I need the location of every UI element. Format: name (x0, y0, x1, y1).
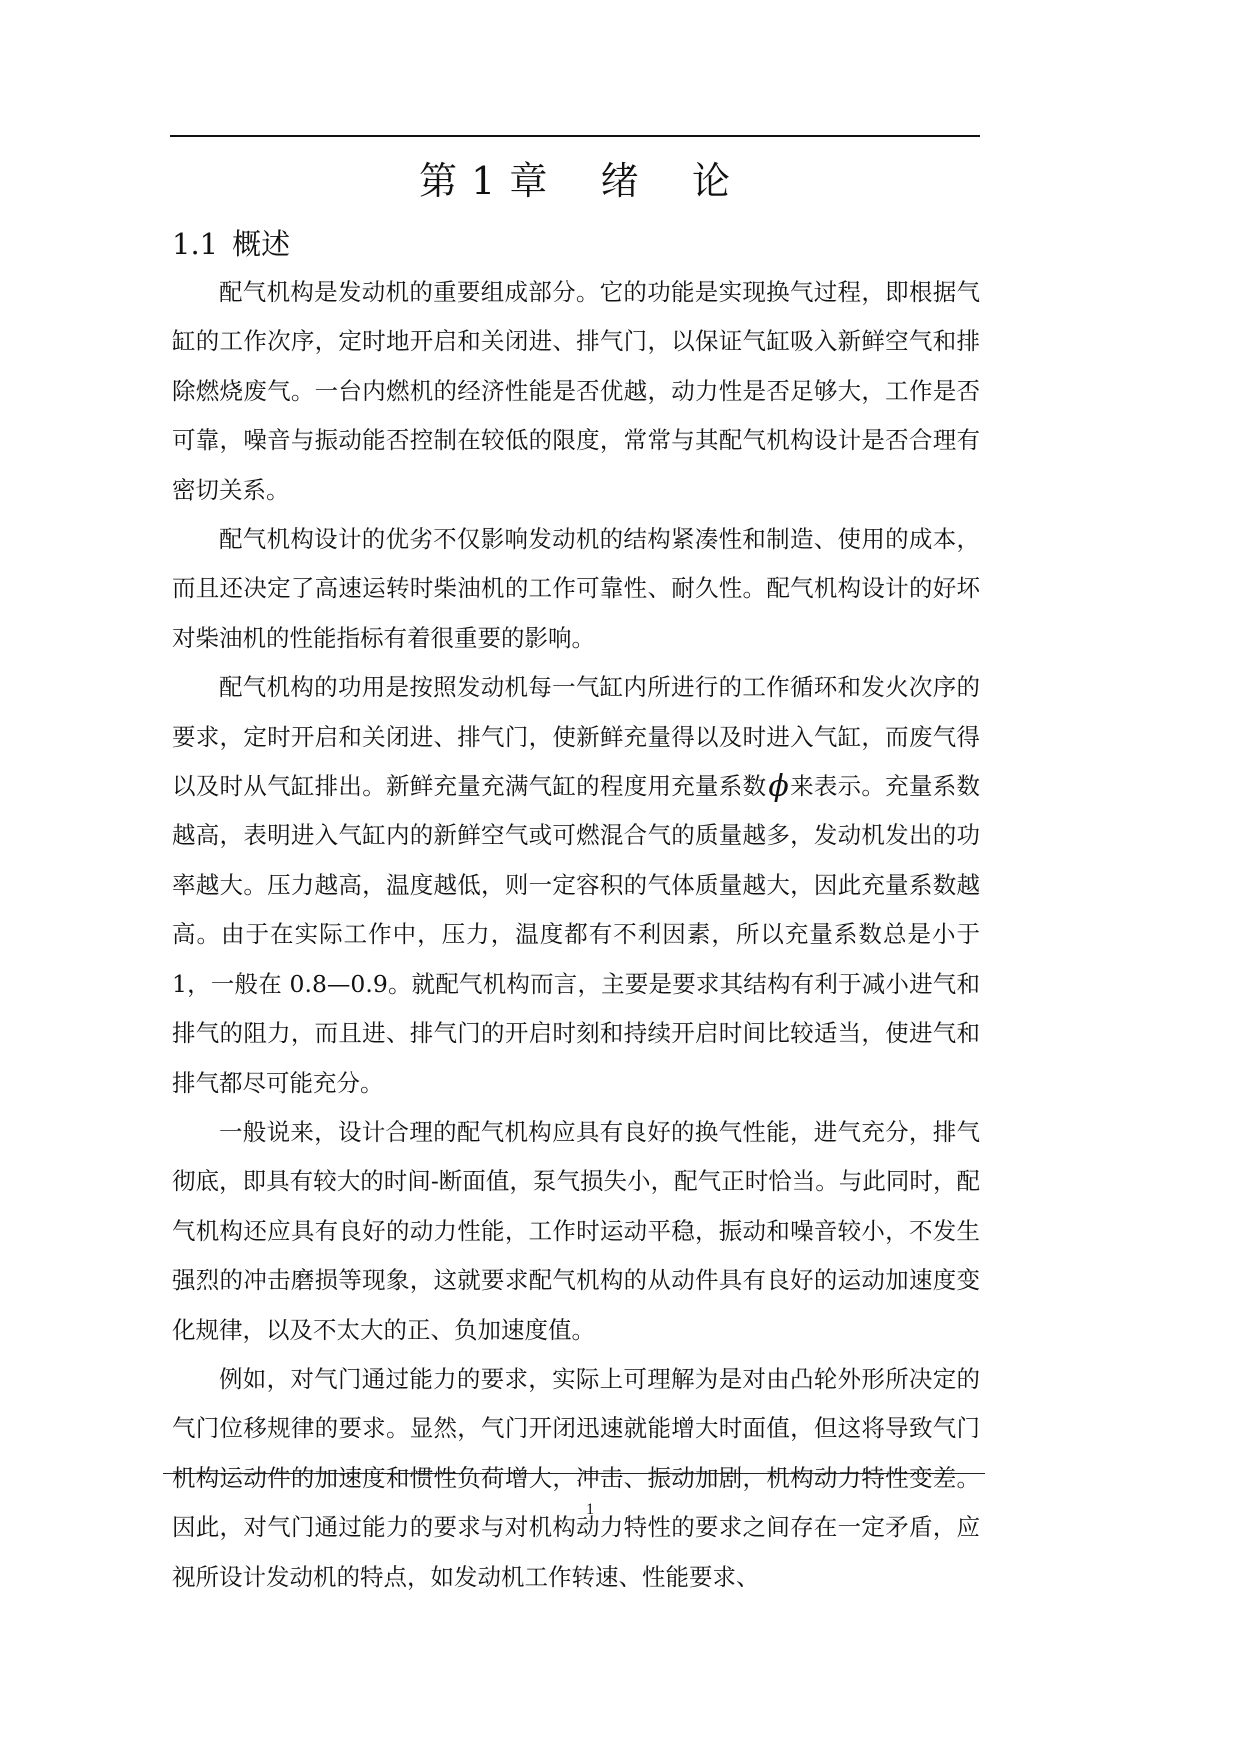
paragraph-2: 配气机构设计的优劣不仅影响发动机的结构紧凑性和制造、使用的成本，而且还决定了高速运转时柴油机的工作可靠性、耐久性。配气机构设计的好坏对柴油机的性能指标有着很重要的影响。 (172, 525, 980, 652)
page-number: 1 (586, 1501, 594, 1518)
paragraph-1: 配气机构是发动机的重要组成部分。它的功能是实现换气过程，即根据气缸的工作次序，定时地开启和关闭进、排气门，以保证气缸吸入新鲜空气和排除燃烧废气。一台内燃机的经济性能是否优越，动力性是否足够大，工作是否可靠，噪音与振动能否控制在较低的限度，常常与其配气机构设计是否合理有密切关系。 (172, 278, 980, 504)
charge-coefficient-symbol: ϕ (768, 769, 789, 805)
footer-rule (163, 1473, 985, 1474)
body-text (172, 268, 980, 1602)
paragraph-3-text-before: 配气机构的功用是按照发动机每一气缸内所进行的工作循环和发火次序的要求，定时开启和关闭进、排气门，使新鲜充量得以及时进入气缸，而废气得以及时从气缸排出。新鲜充量充满气缸的程度用充量系数 (172, 673, 980, 801)
chapter-title: 第 1 章 绪 论 (419, 159, 731, 203)
paragraph-3 (172, 663, 980, 1108)
paragraph-3-text-after: 来表示。充量系数越高，表明进入气缸内的新鲜空气或可燃混合气的质量越多，发动机发出的功率越大。压力越高，温度越低，则一定容积的气体质量越大，因此充量系数越高。由于在实际工作中，压力，温度都有不利因素，所以充量系数总是小于 1，一般在 0.8—0.9。就配气机构而言，主要是要求其结构有利于减小进气和排气的阻力，而且进、排气门的开启时刻和持续开启时间比较适当，使进气和排气都尽可能充分。 (172, 772, 981, 1097)
paragraph-4: 一般说来，设计合理的配气机构应具有良好的换气性能，进气充分，排气彻底，即具有较大的时间-断面值，泵气损失小，配气正时恰当。与此同时，配气机构还应具有良好的动力性能，工作时运动平稳，振动和噪音较小，不发生强烈的冲击磨损等现象，这就要求配气机构的从动件具有良好的运动加速度变化规律，以及不太大的正、负加速度值。 (172, 1117, 980, 1344)
section-number: 1.1 (172, 227, 219, 261)
section-heading (172, 224, 290, 264)
section-title: 概述 (232, 227, 291, 261)
paragraph-5: 例如，对气门通过能力的要求，实际上可理解为是对由凸轮外形所决定的气门位移规律的要求。显然，气门开闭迅速就能增大时面值，但这将导致气门机构运动件的加速度和惯性负荷增大，冲击、振动加剧，机构动力特性变差。因此，对气门通过能力的要求与对机构动力特性的要求之间存在一定矛盾，应视所设计发动机的特点，如发动机工作转速、性能要求、 (172, 1364, 980, 1591)
header-rule (170, 135, 980, 137)
